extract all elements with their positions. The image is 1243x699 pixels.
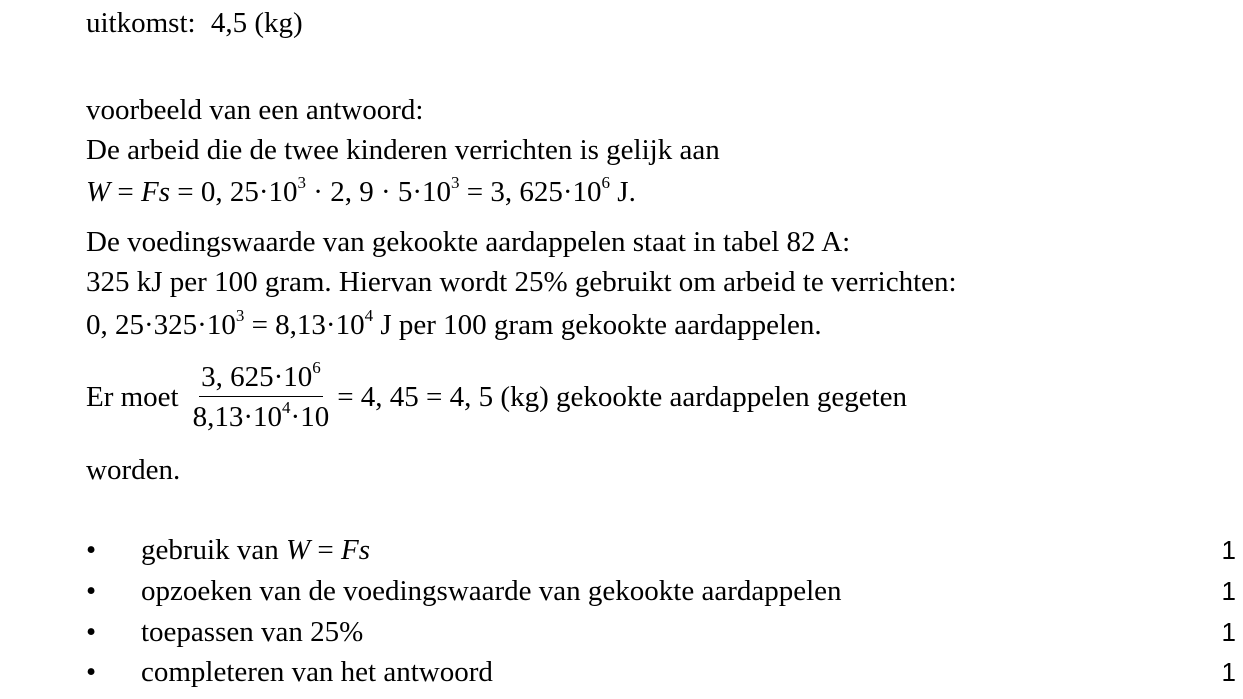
work-equation: W = Fs = 0, $25\cdot 10^3 \cdot 2$, $9 \cdot 5\cdot 10^3 = 3$, $625\cdot 10^6$ J.	[86, 173, 636, 208]
bullet-icon: •	[86, 575, 97, 607]
outcome-label: uitkomst:	[86, 7, 196, 39]
criterion-row	[86, 656, 1236, 688]
mass-equation	[86, 357, 908, 433]
outcome-line	[86, 9, 303, 38]
example-line-work: De arbeid die de twee kinderen verrichten is gelijk aan	[86, 134, 720, 166]
mass-equation-prefix: Er moet	[86, 380, 179, 413]
criterion-row	[86, 575, 1236, 607]
criterion-score: 1	[1221, 576, 1236, 606]
symbol-w: W	[86, 176, 111, 208]
fraction-denominator: $8,13\cdot 10^4\cdot 10$	[192, 397, 330, 433]
criterion-score: 1	[1221, 657, 1236, 687]
mass-equation-result: = 4, 45 = 4, 5 (kg) gekookte aardappelen gegeten	[337, 380, 908, 413]
fraction	[191, 357, 332, 433]
criterion-text: toepassen van 25%	[141, 616, 364, 648]
outcome-value: 4,5 (kg)	[210, 7, 303, 39]
criterion-text: gebruik van W = Fs	[141, 534, 370, 566]
criterion-text: opzoeken van de voedingswaarde van gekookte aardappelen	[141, 575, 842, 607]
criterion-score: 1	[1221, 535, 1236, 565]
example-line-percentage: 325 kJ per 100 gram. Hiervan wordt 25% gebruikt om arbeid te verrichten:	[86, 266, 957, 298]
bullet-icon: •	[86, 616, 97, 648]
criterion-text: completeren van het antwoord	[141, 656, 493, 688]
symbol-fs: Fs	[141, 176, 171, 208]
criterion-row	[86, 616, 1236, 648]
criterion-score: 1	[1221, 617, 1236, 647]
bullet-icon: •	[86, 534, 97, 566]
criterion-row	[86, 534, 1236, 566]
bullet-icon: •	[86, 656, 97, 688]
energy-equation: 0, $25\cdot 325\cdot 10^3 = 8,13\cdot 10^4$ J per 100 gram gekookte aardappelen.	[86, 306, 822, 341]
example-line-end: worden.	[86, 454, 181, 486]
example-line-nutrition: De voedingswaarde van gekookte aardappelen staat in tabel 82 A:	[86, 226, 851, 258]
example-heading: voorbeeld van een antwoord:	[86, 94, 424, 126]
fraction-numerator: 3, $625\cdot 10^6$	[199, 363, 323, 397]
